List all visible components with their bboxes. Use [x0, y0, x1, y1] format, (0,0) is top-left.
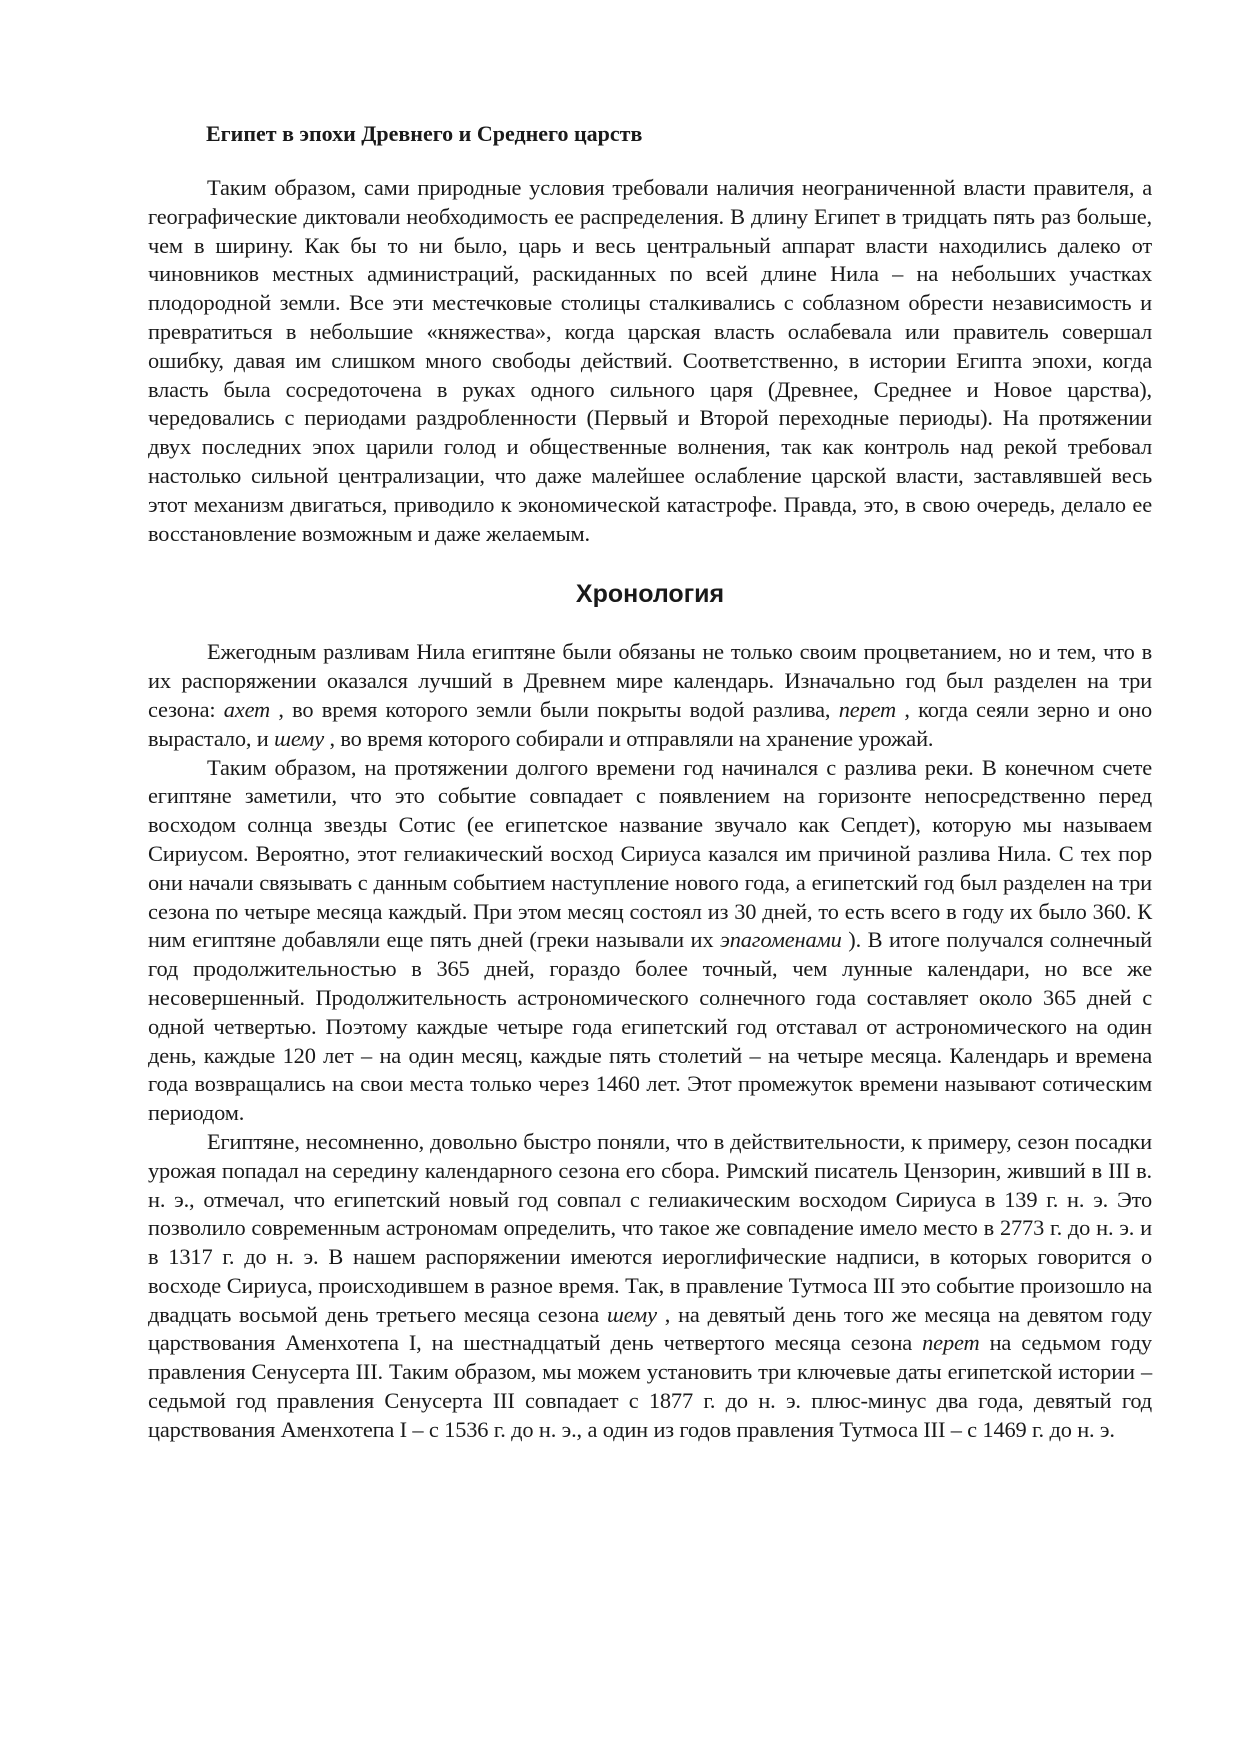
text-run: Египтяне, несомненно, довольно быстро поняли, что в действительности, к примеру, сезон посадки урожая попадал на середину календарного сезона его сбора. Римский писатель Цензорин, живший в III в. н. э., отмечал, что египетский новый год совпал с гелиакическим восходом Сириуса в 139 г. н. э. Это позволило современным астрономам определить, что такое же совпадение имело место в 2773 г. до н. э. и в 1317 г. до н. э. В нашем распоряжении имеются иероглифические надписи, в которых говорится о восходе Сириуса, происходившем в разное время. Так, в правление Тутмоса III это событие произошло на двадцать восьмой день третьего месяца сезона: [148, 1128, 1152, 1327]
text-run: ). В итоге получался солнечный год продолжительностью в 365 дней, гораздо более точный, чем лунные календари, но все же несовершенный. Продолжительность астрономического солнечного года составляет около 365 дней с одной четвертью. Поэтому каждые четыре года египетский год отставал от астрономического на один день, каждые 120 лет – на один месяц, каждые пять столетий – на четыре месяца. Календарь и времена года возвращались на свои места только через 1460 лет. Этот промежуток времени называют сотическим периодом.: [148, 927, 1152, 1126]
text-run: , во время которого собирали и отправляли на хранение урожай.: [324, 725, 934, 751]
text-run: , на девятый день того же месяца на девятом году царствования Аменхотепа I, на шестнадцатый день четвертого месяца сезона: [148, 1301, 1152, 1356]
paragraph-sirius: [148, 754, 1152, 1128]
document-page: [148, 0, 1152, 1445]
term-peret: перет: [922, 1330, 980, 1356]
text-run: на седьмом году правления Сенусерта III. Таким образом, мы можем установить три ключевые даты египетской истории – седьмой год правления Сенусерта III совпадает с 1877 г. до н. э. плюс-минус два года, девятый год царствования Аменхотепа I – с 1536 г. до н. э., а один из годов правления Тутмоса III – с 1469 г. до н. э.: [148, 1330, 1152, 1442]
section-title: Египет в эпохи Древнего и Среднего царств: [206, 121, 643, 146]
paragraph-power-distribution: Таким образом, сами природные условия требовали наличия неограниченной власти правителя, а географические диктовали необходимость ее распределения. В длину Египет в тридцать пять раз больше, чем в ширину. Как бы то ни было, царь и весь центральный аппарат власти находились далеко от чиновников местных администраций, раскиданных по всей длине Нила – на небольших участках плодородной земли. Все эти местечковые столицы сталкивались с соблазном обрести независимость и превратиться в небольшие «княжества», когда царская власть ослабевала или правитель совершал ошибку, давая им слишком много свободы действий. Соответственно, в истории Египта эпохи, когда власть была сосредоточена в руках одного сильного царя (Древнее, Среднее и Новое царства), чередовались с периодами раздробленности (Первый и Второй переходные периоды). На протяжении двух последних эпох царили голод и общественные волнения, так как контроль над рекой требовал настолько сильной централизации, что даже малейшее ослабление царской власти, заставлявшей весь этот механизм двигаться, приводило к экономической катастрофе. Правда, это, в свою очередь, делало ее восстановление возможным и даже желаемым.: [148, 175, 1152, 546]
text-run: , когда сеяли зерно и оно вырастало, и: [148, 696, 1153, 751]
paragraph-seasons: [148, 638, 1152, 753]
term-peret: перет: [838, 696, 897, 722]
term-shemu: шему: [274, 725, 324, 751]
text-run: , во время которого земли были покрыты водой разлива,: [270, 696, 839, 722]
chapter-title: Хронология: [575, 580, 725, 609]
term-ahet: ахет: [223, 696, 271, 722]
term-shemu: шему: [606, 1301, 657, 1327]
term-epagomenai: эпагоменами: [719, 927, 842, 953]
text-run: Ежегодным разливам Нила египтяне были обязаны не только своим процветанием, но и тем, что в их распоряжении оказался лучший в Древнем мире календарь. Изначально год был разделен на три сезона:: [148, 639, 1152, 722]
paragraph-dates: [148, 1128, 1152, 1445]
text-run: Таким образом, на протяжении долгого времени год начинался с разлива реки. В конечном счете египтяне заметили, что это событие совпадает с появлением на горизонте непосредственно перед восходом солнца звезды Сотис (ее египетское название звучало как Сепдет), которую мы называем Сириусом. Вероятно, этот гелиакический восход Сириуса казался им причиной разлива Нила. С тех пор они начали связывать с данным событием наступление нового года, а египетский год был разделен на три сезона по четыре месяца каждый. При этом месяц состоял из 30 дней, то есть всего в году их было 360. К ним египтяне добавляли еще пять дней (греки называли их: [148, 754, 1152, 953]
